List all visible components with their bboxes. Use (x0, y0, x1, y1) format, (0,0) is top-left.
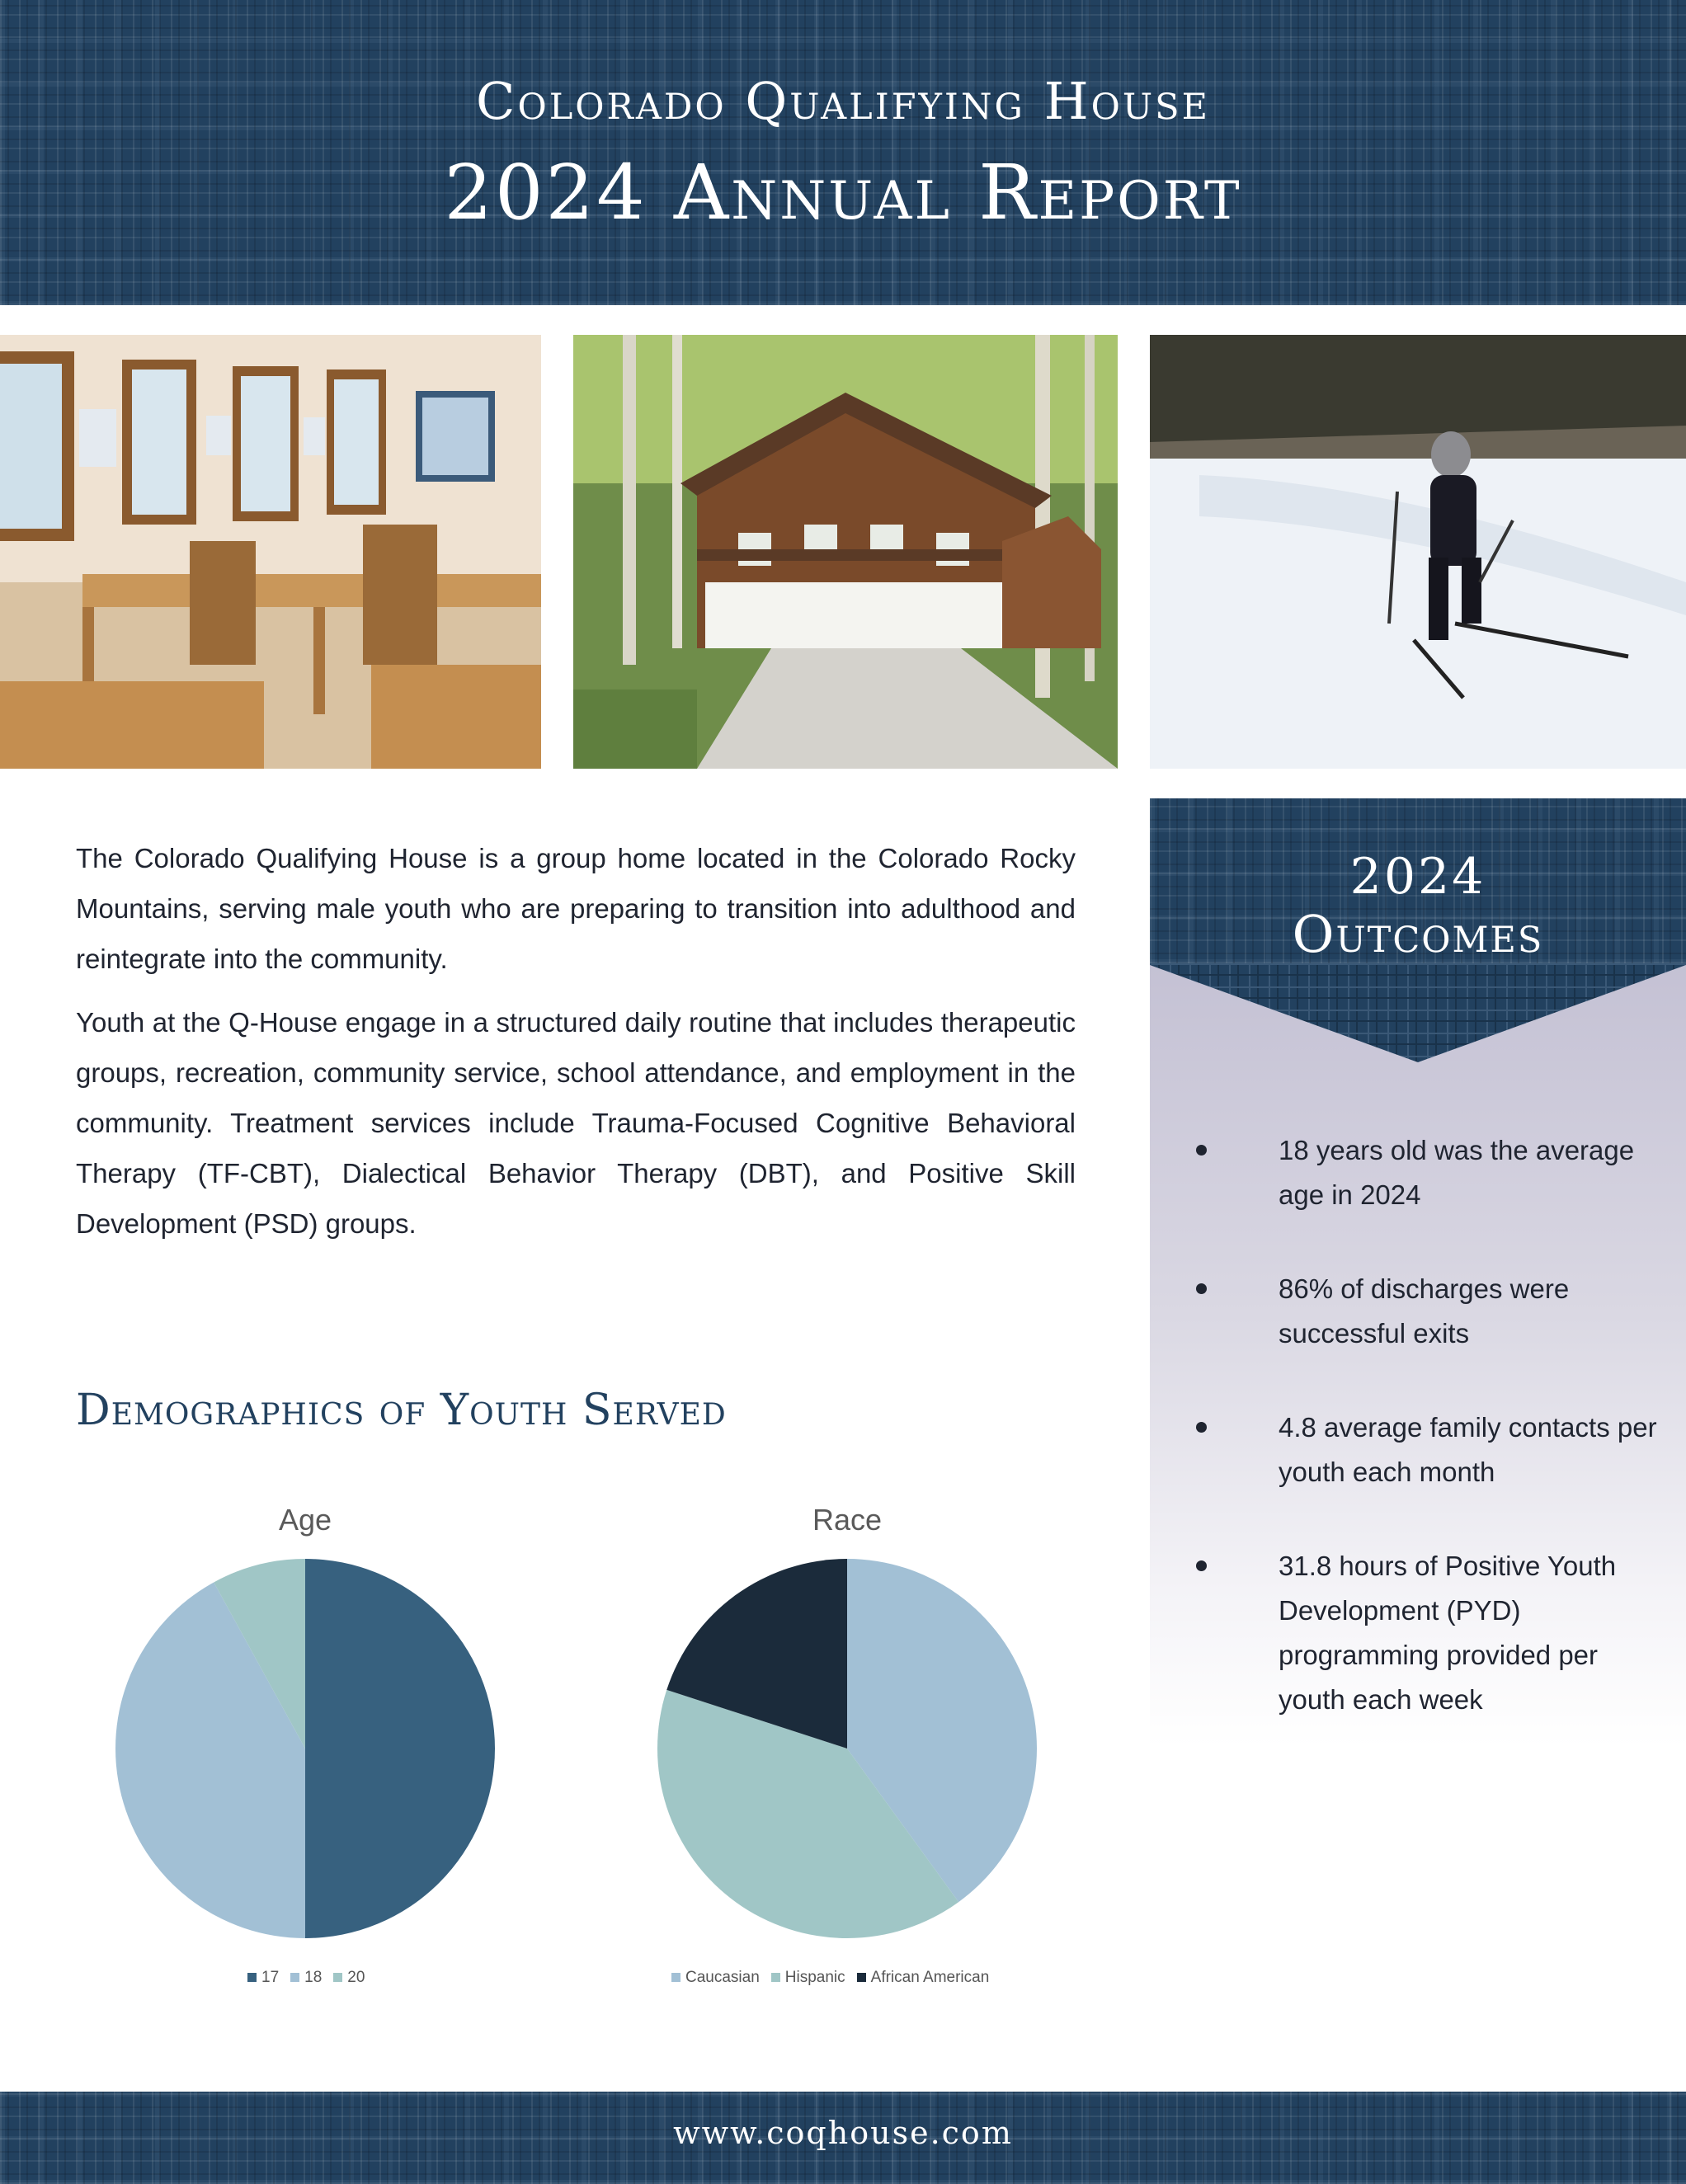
header-banner (0, 0, 1686, 305)
race-legend-label: Caucasian (685, 1969, 760, 1986)
website-link[interactable]: www.coqhouse.com (673, 2115, 1013, 2151)
outcome-text: 4.8 average family contacts per youth each month (1279, 1412, 1657, 1487)
house-photo (573, 335, 1118, 769)
outcome-item (1196, 1544, 1658, 1722)
age-legend-label: 20 (347, 1969, 365, 1986)
age-legend-label: 18 (304, 1969, 323, 1986)
age-chart-title: Age (278, 1503, 332, 1537)
race-legend-swatch (671, 1973, 681, 1982)
race-legend-label: African American (870, 1969, 990, 1986)
outcome-text: 86% of discharges were successful exits (1279, 1273, 1570, 1349)
age-chart-legend (236, 1969, 365, 1987)
bullet-icon (1196, 1560, 1207, 1571)
outcome-text: 18 years old was the average age in 2024 (1279, 1135, 1635, 1210)
outcome-item (1196, 1267, 1658, 1356)
age-pie-chart (107, 1551, 503, 1946)
age-legend-swatch (247, 1973, 257, 1982)
age-legend-swatch (290, 1973, 299, 1982)
bullet-icon (1196, 1422, 1207, 1433)
outcomes-list (1196, 1128, 1658, 1772)
age-legend-item (322, 1969, 365, 1986)
race-legend-label: Hispanic (784, 1969, 845, 1986)
race-legend-item (760, 1969, 845, 1986)
outcomes-title-year: 2024 (1349, 848, 1486, 906)
age-legend-label: 17 (261, 1969, 280, 1986)
age-legend-item (279, 1969, 322, 1986)
intro-paragraph-2: Youth at the Q-House engage in a structured daily routine that includes therapeutic groups, recreation, community service, school attendance, and employment in the community. Treatment services include Trauma-Focused Cognitive Behavioral Therapy (TF-CBT), Dialectical Behavior Therapy (DBT), and Positive Skill Development (PSD) groups. (76, 1007, 1076, 1239)
skiing-photo (1150, 335, 1686, 769)
race-legend-item (845, 1969, 990, 1986)
outcomes-title: Outcomes (1292, 904, 1544, 964)
org-name: Colorado Qualifying House (476, 71, 1210, 131)
outcome-text: 31.8 hours of Positive Youth Development (PYD) programming provided per youth each week (1279, 1551, 1617, 1715)
outcomes-chevron (1150, 963, 1686, 1062)
footer-banner (0, 2092, 1686, 2184)
intro-paragraph-1: The Colorado Qualifying House is a group home located in the Colorado Rocky Mountains, serving male youth who are preparing to transition into adulthood and reintegrate into the community. (76, 843, 1076, 974)
demographics-heading: Demographics of Youth Served (76, 1386, 727, 1435)
age-legend-swatch (333, 1973, 342, 1982)
bullet-icon (1196, 1283, 1207, 1294)
report-title: 2024 Annual Report (444, 148, 1242, 237)
bullet-icon (1196, 1145, 1207, 1156)
race-pie-chart (649, 1551, 1045, 1946)
age-legend-item (236, 1969, 279, 1986)
age-slice-17 (305, 1559, 495, 1938)
race-chart-legend (660, 1969, 989, 1987)
race-legend-swatch (771, 1973, 780, 1982)
race-chart-title: Race (812, 1503, 883, 1537)
outcome-item (1196, 1128, 1658, 1217)
outcomes-sidebar (1150, 798, 1686, 1747)
race-legend-item (660, 1969, 760, 1986)
intro-text (76, 833, 1076, 1262)
outcome-item (1196, 1405, 1658, 1494)
classroom-photo (0, 335, 541, 769)
race-legend-swatch (857, 1973, 866, 1982)
